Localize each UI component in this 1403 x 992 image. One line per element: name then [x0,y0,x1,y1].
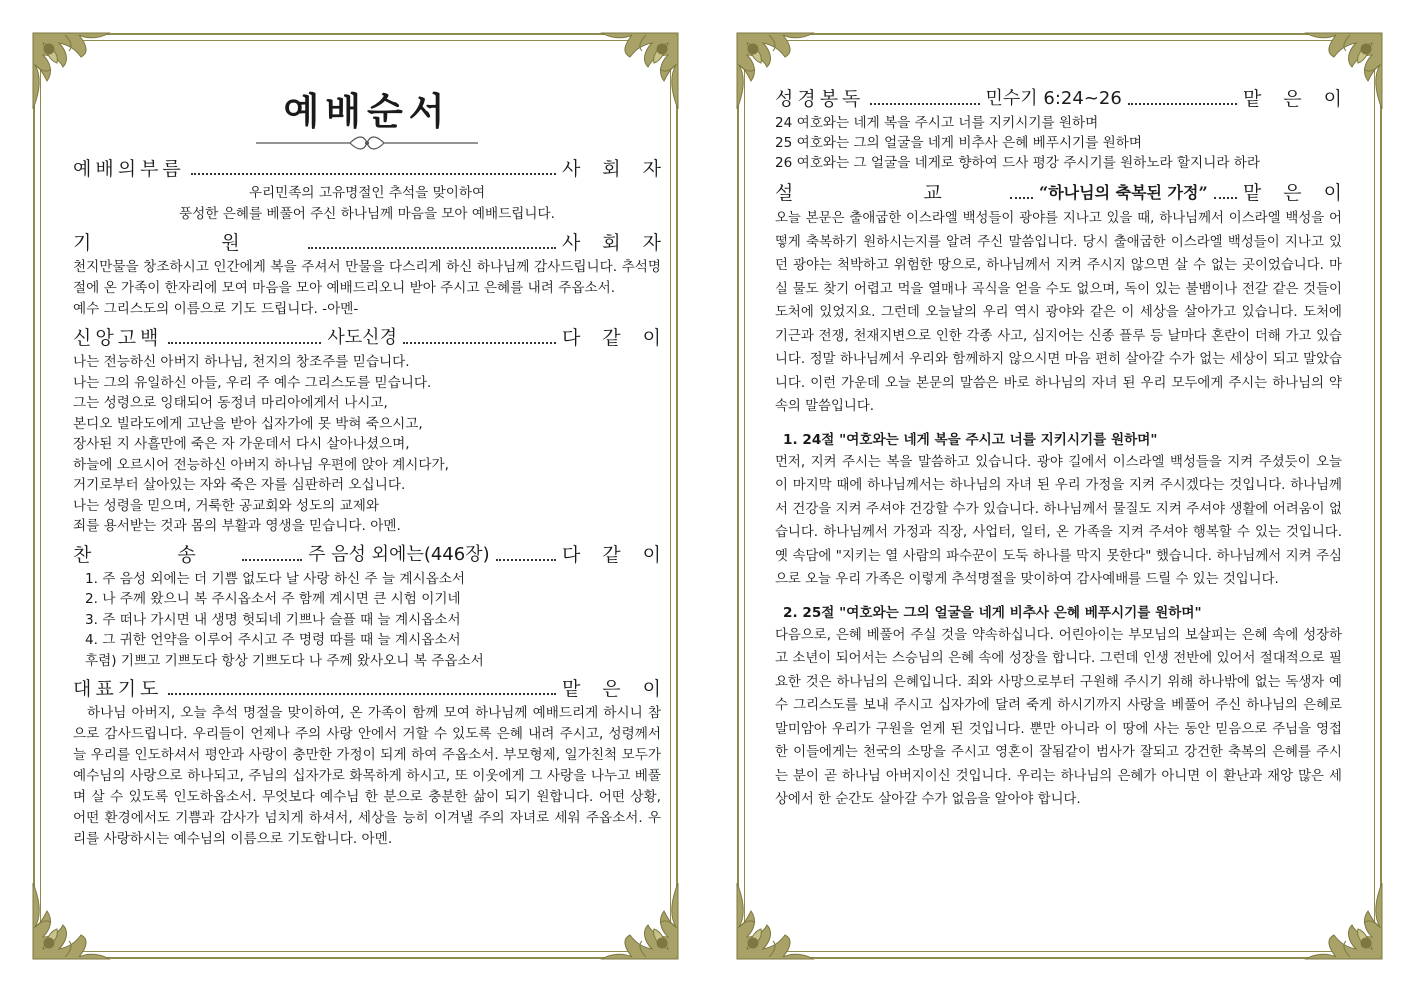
creed-line: 나는 그의 유일하신 아들, 우리 주 예수 그리스도를 믿습니다. [73,374,432,391]
section-label: 설 교 [775,182,1004,204]
section-label: 기 원 [73,232,302,254]
sermon-point-title: 1. 24절 "여호와는 네게 복을 주시고 너를 지키시기를 원하며" [783,431,1158,448]
section-hymn [73,541,683,569]
section-label: 대표기도 [73,678,163,700]
section-leader: 다같이 [561,543,683,566]
leader-dots [870,103,979,105]
section-sermon [775,179,1364,207]
sermon-point-text: 먼저, 지켜 주시는 복을 말씀하고 있습니다. 광야 길에서 이스라엘 백성들을 지켜 주셨듯이 오늘 이 마지막 때에 하나님께서는 하나님의 자녀 된 우리 가정을 지켜 주시겠다는 것입니다. 하나님께서 건강을 지켜 주셔야 건강할 수가 있습니다. 하나님께서 물질도 지켜 주셔야 생활에 어려움이 없습니다. 하나님께서 가정과 직장, 사업터, 일터, 온 가족을 지켜 주셔야 행복할 수 있는 것입니다. 옛 속담에 "지키는 열 사람의 파수꾼이 도둑 하나를 막지 못한다" 했습니다. 하나님께서 지켜 주심으로 오늘 우리 가족은 이렇게 추석명절을 맞이하여 감사예배를 드릴 수 있는 것입니다. [775,454,1342,587]
section-invocation [73,229,683,257]
creed-line: 장사된 지 사흘만에 죽은 자 가운데서 다시 살아나셨으며, [73,436,410,452]
creed-line: 거기로부터 살아있는 자와 죽은 자를 심판하러 오십니다. [73,477,406,493]
hymn-refrain: 후렴) 기쁘고 기쁘도다 항상 기쁘도다 나 주께 왔사오니 복 주옵소서 [85,652,484,669]
flourish-divider-icon [252,135,482,151]
section-label: 찬 송 [73,543,236,566]
section-call-to-worship [73,155,683,183]
scripture-verses [775,113,1342,173]
call-line: 풍성한 은혜를 베풀어 주신 하나님께 마음을 모아 예배드립니다. [179,206,555,222]
invocation-closing: 예수 그리스도의 이름으로 기도 드립니다. -아멘- [73,301,359,317]
hymn-verse: 2. 나 주께 왔으니 복 주시옵소서 주 함께 계시면 큰 시험 이기네 [85,591,461,607]
leader-dots [1214,197,1237,199]
leader-dots [1010,197,1033,199]
section-title: 사도신경 [327,327,397,348]
sermon-intro: 오늘 본문은 출애굽한 이스라엘 백성들이 광야를 지나고 있을 때, 하나님께서 이스라엘 백성을 어떻게 축복하기 원하시는지를 알려 주신 말씀입니다. 당시 출애굽한 이스라엘 백성들이 지나고 있던 광야는 척박하고 위험한 땅으로, 하나님께서 지켜 주시지 않으면 살 수 없는 곳이었습니다. 마실 물도 찾기 어렵고 먹을 열매나 곡식을 얻을 수도 없으며, 독이 있는 불뱀이나 전갈 같은 것들이 도처에 있었지요. 그런데 오늘날의 우리 역시 광야와 같은 이 세상을 살아가고 있습니다. 도처에 기근과 전쟁, 천재지변으로 인한 각종 사고, 심지어는 신종 플루 등 날마다 혼란이 더해 가고 있습니다. 정말 하나님께서 우리와 함께하지 않으시면 마음 편히 살아갈 수가 없는 세상이 되고 말았습니다. 이런 가운데 오늘 본문의 말씀은 바로 하나님의 자녀 된 우리 모두에게 주시는 하나님의 약속의 말씀입니다. [775,211,1342,414]
creed-line: 본디오 빌라도에게 고난을 받아 십자가에 못 박혀 죽으시고, [73,415,423,432]
creed-line: 나는 전능하신 아버지 하나님, 천지의 창조주를 믿습니다. [73,354,410,370]
creed-line: 하늘에 오르시어 전능하신 아버지 하나님 우편에 앉아 계시다가, [73,456,449,473]
scripture-verse: 26 여호와는 그 얼굴을 네게로 향하여 드사 평강 주시기를 원하노라 할지니라 하라 [775,155,1261,171]
creed-line: 나는 성령을 믿으며, 거룩한 공교회와 성도의 교제와 [73,497,380,514]
hymn-lyrics [73,569,661,672]
section-creed [73,324,684,352]
sermon-point-text: 다음으로, 은혜 베풀어 주실 것을 약속하십니다. 어린아이는 부모님의 보살피는 은혜 속에 성장하고 소년이 되어서는 스승님의 은혜 속에 성장을 합니다. 그런데 인생 전반에 있어서 절대적으로 필요한 것은 하나님의 은혜입니다. 죄와 사망으로부터 구원해 주시기 위해 하나밖에 없는 독생자 예수 그리스도를 보내 주시고 십자가에 달려 죽게 하시기까지 사랑을 베풀어 주신 하나님의 은혜로 말미암아 우리가 구원을 얻게 된 것입니다. 뿐만 아니라 이 땅에 사는 동안 믿음으로 주님을 영접한 이들에게는 천국의 소망을 주시고 영혼이 잘됨같이 범사가 잘되고 강건한 축복의 은혜를 주시는 분이 곧 하나님 아버지이신 것입니다. 우리는 하나님의 은혜가 아니면 이 환난과 재앙 많은 세상에서 한 순간도 살아갈 수가 없음을 알아야 합니다. [775,627,1342,807]
leader-dots [496,559,556,561]
left-page [33,33,684,959]
leader-dots [403,342,556,344]
hymn-verse: 4. 그 귀한 언약을 이루어 주시고 주 명령 따를 때 늘 계시옵소서 [85,632,461,648]
leader-dots [191,173,556,175]
call-line: 우리민족의 고유명절인 추석을 맞이하여 [248,185,486,201]
scripture-verse: 24 여호와는 네게 복을 주시고 너를 지키시기를 원하며 [775,115,1099,131]
leader-dots [242,559,302,561]
section-label: 예배의부름 [73,158,185,180]
creed-line: 죄를 용서받는 것과 몸의 부활과 영생을 믿습니다. 아멘. [73,518,401,534]
sermon-point-title: 2. 25절 "여호와는 그의 얼굴을 네게 비추사 은혜 베푸시기를 원하며" [783,604,1202,621]
leader-dots [168,693,556,695]
sermon-title: “하나님의 축복된 가정” [1039,183,1208,202]
section-label: 성경봉독 [775,88,865,110]
section-leader: 맡은이 [1242,88,1364,110]
section-prayer [73,675,683,703]
hymn-verse: 3. 주 떠나 가시면 내 생명 헛되네 기쁘나 슬플 때 늘 계시옵소서 [85,611,461,628]
section-leader: 맡은이 [561,678,683,700]
section-leader: 사회자 [561,158,683,180]
section-title: 주 음성 외에는(446장) [308,543,490,565]
scripture-reference: 민수기 6:24~26 [985,88,1122,109]
right-page [737,33,1382,959]
left-content [73,83,684,929]
leader-dots [308,247,556,249]
leader-dots [168,342,321,344]
section-leader: 다같이 [561,327,684,349]
hymn-verse: 1. 주 음성 외에는 더 기쁨 없도다 날 사랑 하신 주 늘 계시옵소서 [85,570,465,587]
creed-text [73,352,661,537]
invocation-text: 천지만물을 창조하시고 인간에게 복을 주셔서 만물을 다스리게 하신 하나님께 감사드립니다. 추석명절에 온 가족이 한자리에 모여 마음을 모아 예배드리오니 받아 주시고 은혜를 내려 주옵소서. [73,259,661,296]
section-leader: 사회자 [561,232,683,254]
page-title: 예배순서 [283,89,451,133]
section-scripture-reading [775,85,1364,113]
section-label: 신앙고백 [73,327,163,349]
scripture-verse: 25 여호와는 그의 얼굴을 네게 비추사 은혜 베푸시기를 원하며 [775,135,1143,151]
prayer-text: 하나님 아버지, 오늘 추석 명절을 맞이하여, 온 가족이 함께 모여 하나님께 예배드리게 하시니 참으로 감사드립니다. 우리들이 언제나 주의 사랑 안에서 거할 수 있도록 은혜 내려 주시고, 성령께서 늘 우리를 인도하셔서 평안과 사랑이 충만한 가정이 되게 하여 주옵소서. 부모형제, 일가친척 모두가 예수님의 사랑으로 하나되고, 주님의 십자가로 화목하게 하시고, 또 이웃에게 그 사랑을 나누고 베풀며 살 수 있도록 인도하옵소서. 무엇보다 예수님 한 분으로 충분한 삶이 되기 원합니다. 어떤 상황, 어떤 환경에서도 기쁨과 감사가 넘치게 하셔서, 세상을 능히 이겨낼 주의 자녀로 세워 주옵소서. 우리를 사랑하시는 예수님의 이름으로 기도합니다. 아멘. [73,705,661,847]
section-leader: 맡은이 [1242,182,1364,204]
leader-dots [1128,103,1237,105]
right-content [775,85,1364,929]
creed-line: 그는 성령으로 잉태되어 동정녀 마리아에게서 나시고, [73,395,388,411]
